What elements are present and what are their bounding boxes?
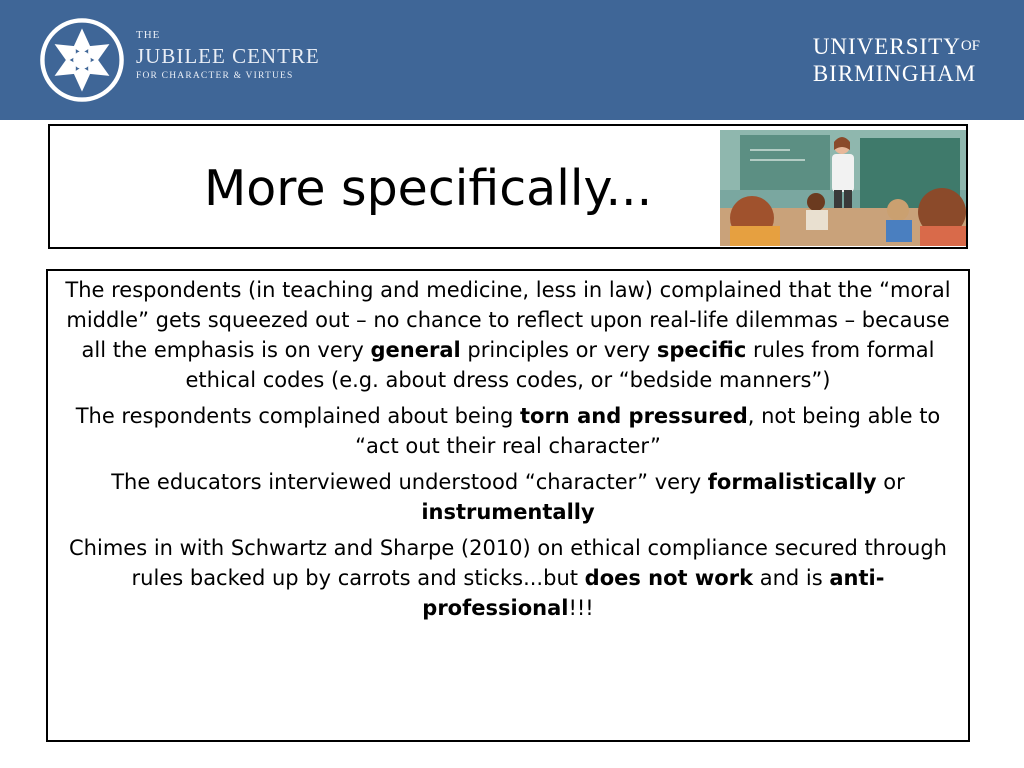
header-band (0, 0, 1024, 120)
slide-title: More specifically... (204, 160, 653, 217)
paragraph-text: The respondents (in teaching and medicine, less in law) complained that the “moral middle” gets squeezed out – no chance to reflect upon real-life dilemmas – because all the emphasis is on very (65, 278, 951, 362)
content-paragraph (56, 467, 960, 527)
jubilee-wheel-icon (38, 16, 126, 104)
university-line1-row (813, 33, 980, 60)
paragraph-text: , not being able to “act out their real character” (355, 404, 941, 458)
logo-centre-subtitle: FOR CHARACTER & VIRTUES (136, 71, 294, 81)
content-paragraph (56, 533, 960, 623)
content-paragraph (56, 275, 960, 395)
university-logo (813, 33, 980, 87)
emphasis-text: instrumentally (421, 500, 595, 524)
paragraph-text: The educators interviewed understood “character” very (111, 470, 708, 494)
paragraph-text: or (876, 470, 905, 494)
paragraph-text: and is (753, 566, 830, 590)
emphasis-text: formalistically (707, 470, 877, 494)
title-box (48, 124, 968, 249)
classroom-photo (720, 130, 966, 246)
emphasis-text: general (370, 338, 461, 362)
emphasis-text: torn and pressured (519, 404, 748, 428)
paragraph-text: rules from formal ethical codes (e.g. about dress codes, or “bedside manners”) (185, 338, 935, 392)
emphasis-text: anti-professional (422, 566, 885, 620)
paragraph-text: !!! (568, 596, 594, 620)
paragraph-text: principles or very (460, 338, 657, 362)
emphasis-text: specific (656, 338, 747, 362)
logo-centre-name: JUBILEE CENTRE (136, 44, 320, 68)
content-paragraph (56, 401, 960, 461)
paragraph-text: Chimes in with Schwartz and Sharpe (2010) on ethical compliance secured through rules backed up by carrots and sticks...but (69, 536, 947, 590)
university-line1: UNIVERSITY (812, 34, 961, 59)
university-of: OF (960, 38, 980, 54)
logo-the: THE (136, 29, 161, 41)
content-box (46, 269, 970, 742)
emphasis-text: does not work (584, 566, 754, 590)
jubilee-centre-logo-text (136, 30, 320, 82)
university-line2: BIRMINGHAM (812, 61, 977, 86)
paragraph-text: The respondents complained about being (75, 404, 520, 428)
